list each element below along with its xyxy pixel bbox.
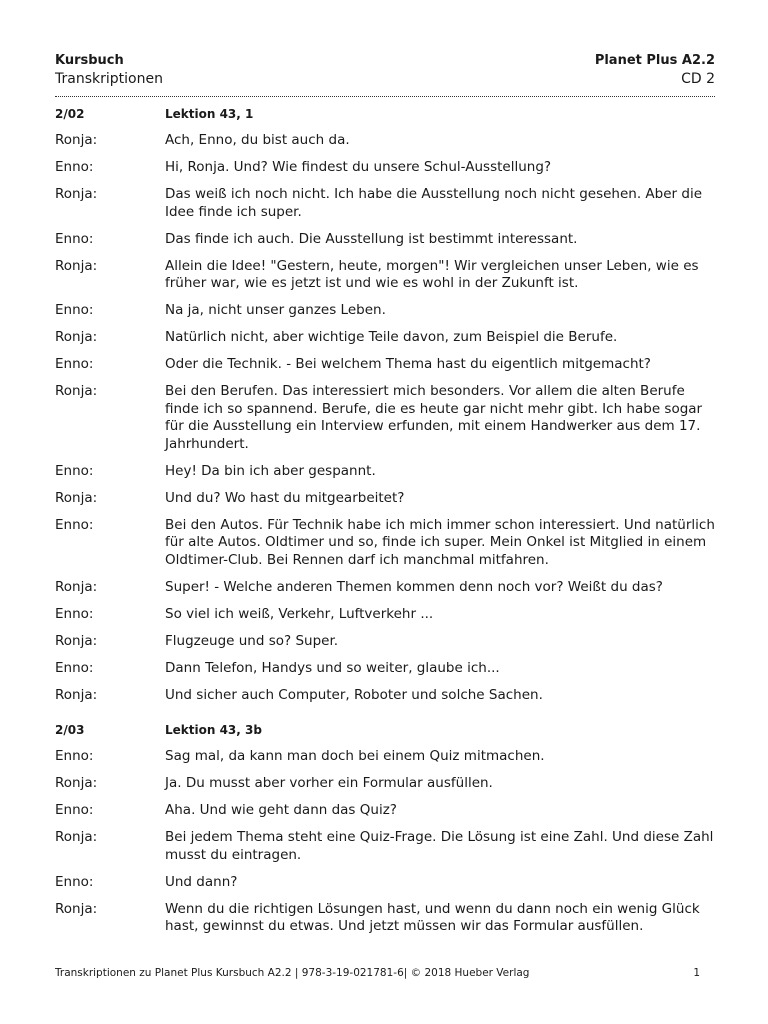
speaker-name: Enno: xyxy=(55,159,94,175)
speaker-name: Enno: xyxy=(55,356,94,372)
speaker-name: Enno: xyxy=(55,302,94,318)
track-number: 2/02 xyxy=(55,107,85,121)
transcript-section xyxy=(55,721,715,945)
speaker-name: Ronja: xyxy=(55,900,98,917)
dialogue-line xyxy=(55,329,715,347)
dialogue-text: Natürlich nicht, aber wichtige Teile davon, zum Beispiel die Berufe. xyxy=(165,329,618,345)
speaker-name: Enno: xyxy=(55,659,94,676)
dialogue-text: Wenn du die richtigen Lösungen hast, und wenn du dann noch ein wenig Glück hast, gewinnst du etwas. Und jetzt müssen wir das Formular ausfüllen. xyxy=(165,900,700,934)
dialogue-line xyxy=(55,874,715,892)
dialogue-text: Sag mal, da kann man doch bei einem Quiz mitmachen. xyxy=(165,748,545,764)
speaker-name: Ronja: xyxy=(55,383,98,399)
speaker-name: Ronja: xyxy=(55,775,98,791)
dialogue-text: Aha. Und wie geht dann das Quiz? xyxy=(165,802,397,818)
dialogue-text: Bei den Berufen. Das interessiert mich besonders. Vor allem die alten Berufe finde ich so spannend. Berufe, die es heute gar nicht mehr gibt. Ich habe sogar für die Ausstellung ein Interview erfunden, mit einem Handwerker aus dem 17. Jahrhundert. xyxy=(165,383,703,452)
dialogue-text: Das finde ich auch. Die Ausstellung ist bestimmt interessant. xyxy=(165,230,578,247)
speaker-name: Ronja: xyxy=(55,329,98,345)
dialogue-text: Und sicher auch Computer, Roboter und solche Sachen. xyxy=(165,686,543,703)
speaker-name: Ronja: xyxy=(55,489,98,506)
dialogue-line xyxy=(55,383,715,453)
dialogue-line xyxy=(55,302,715,320)
dialogue-text: Dann Telefon, Handys und so weiter, glaube ich... xyxy=(165,659,500,676)
dialogue-text: Oder die Technik. - Bei welchem Thema hast du eigentlich mitgemacht? xyxy=(165,356,651,372)
dialogue-line xyxy=(55,132,715,150)
dialogue-line xyxy=(55,633,715,651)
dialogue-line xyxy=(55,748,715,766)
speaker-name: Enno: xyxy=(55,605,94,622)
section-header xyxy=(55,105,715,123)
transcript-section xyxy=(55,105,715,714)
series-title: Planet Plus A2.2 xyxy=(594,53,715,68)
speaker-name: Ronja: xyxy=(55,829,98,845)
page-header xyxy=(55,52,715,92)
lesson-title: Lektion 43, 1 xyxy=(165,107,254,121)
header-divider xyxy=(55,96,715,97)
dialogue-text: Super! - Welche anderen Themen kommen denn noch vor? Weißt du das? xyxy=(165,578,663,595)
dialogue-text: Flugzeuge und so? Super. xyxy=(165,632,339,649)
document-page xyxy=(55,0,715,1024)
footer-text: Transkriptionen zu Planet Plus Kursbuch A2.2 | 978-3-19-021781-6| © 2018 Hueber Verlag xyxy=(55,967,530,979)
dialogue-text: Na ja, nicht unser ganzes Leben. xyxy=(165,302,386,318)
dialogue-line xyxy=(55,517,715,570)
dialogue-line xyxy=(55,687,715,705)
dialogue-line xyxy=(55,660,715,678)
speaker-name: Ronja: xyxy=(55,257,98,274)
dialogue-text: Das weiß ich noch nicht. Ich habe die Ausstellung noch nicht gesehen. Aber die Idee finde ich super. xyxy=(165,186,702,220)
dialogue-line xyxy=(55,186,715,221)
dialogue-text: Und du? Wo hast du mitgearbeitet? xyxy=(165,489,405,506)
dialogue-line xyxy=(55,490,715,508)
dialogue-line xyxy=(55,802,715,820)
dialogue-line xyxy=(55,606,715,624)
dialogue-line xyxy=(55,258,715,293)
dialogue-line xyxy=(55,356,715,374)
speaker-name: Ronja: xyxy=(55,186,98,202)
speaker-name: Enno: xyxy=(55,230,94,247)
dialogue-text: So viel ich weiß, Verkehr, Luftverkehr ... xyxy=(165,605,434,622)
dialogue-line xyxy=(55,159,715,177)
dialogue-text: Ach, Enno, du bist auch da. xyxy=(165,132,350,148)
dialogue-text: Allein die Idee! "Gestern, heute, morgen"! Wir vergleichen unser Leben, wie es früher war, wie es jetzt ist und wie es wohl in der Zukunft ist. xyxy=(165,257,699,291)
speaker-name: Enno: xyxy=(55,802,94,818)
speaker-name: Ronja: xyxy=(55,578,98,595)
book-title: Kursbuch xyxy=(55,53,124,68)
dialogue-text: Hi, Ronja. Und? Wie findest du unsere Schul-Ausstellung? xyxy=(165,159,552,175)
speaker-name: Enno: xyxy=(55,748,94,764)
dialogue-text: Und dann? xyxy=(165,873,238,890)
dialogue-line xyxy=(55,829,715,864)
track-number: 2/03 xyxy=(55,723,85,737)
section-header xyxy=(55,721,715,739)
speaker-name: Enno: xyxy=(55,873,94,890)
dialogue-text: Hey! Da bin ich aber gespannt. xyxy=(165,462,376,479)
dialogue-text: Bei den Autos. Für Technik habe ich mich immer schon interessiert. Und natürlich für alte Autos. Oldtimer und so, finde ich super. Mein Onkel ist Mitglied in einem Oldtimer-Club. Bei Rennen darf ich manchmal mitfahren. xyxy=(165,516,715,568)
dialogue-text: Ja. Du musst aber vorher ein Formular ausfüllen. xyxy=(165,775,493,791)
speaker-name: Ronja: xyxy=(55,132,98,148)
dialogue-text: Bei jedem Thema steht eine Quiz-Frage. Die Lösung ist eine Zahl. Und diese Zahl musst du eintragen. xyxy=(165,829,714,863)
speaker-name: Enno: xyxy=(55,516,94,533)
dialogue-line xyxy=(55,775,715,793)
document-type: Transkriptionen xyxy=(55,71,163,87)
cd-label: CD 2 xyxy=(681,71,715,87)
dialogue-line xyxy=(55,901,715,936)
speaker-name: Enno: xyxy=(55,462,94,479)
dialogue-line xyxy=(55,463,715,481)
lesson-title: Lektion 43, 3b xyxy=(165,723,262,737)
dialogue-line xyxy=(55,579,715,597)
dialogue-line xyxy=(55,231,715,249)
page-number: 1 xyxy=(693,967,700,979)
speaker-name: Ronja: xyxy=(55,632,98,649)
speaker-name: Ronja: xyxy=(55,686,98,703)
